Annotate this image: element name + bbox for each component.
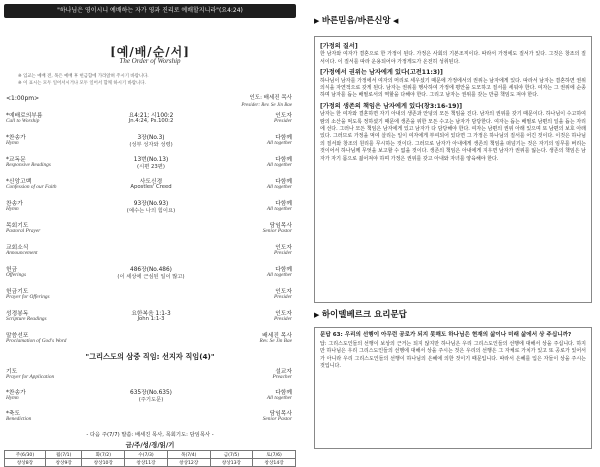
catechism-question: 문답 63: 우리의 선행이 아무런 공로가 되지 못해도 하나님은 현재의 삶이나 미래 삶에서 상 주십니까? — [320, 332, 572, 338]
item-title-en: Hymn — [6, 395, 19, 401]
item-title-en: Prayer for Offerings — [6, 294, 50, 300]
item-leader-ko: 인도자 — [275, 311, 292, 317]
item-title-en: Scripture Readings — [6, 316, 47, 322]
item-detail: 635장(No.635) — [130, 390, 172, 396]
worship-title-en: The Order of Worship — [119, 57, 181, 65]
schedule-reading-cell: 창상14장 — [253, 459, 296, 467]
section2-label: 하이델베르크 요리문답 — [321, 310, 407, 320]
order-item — [6, 387, 292, 409]
item-detail: 13번(No.13) — [133, 157, 169, 163]
schedule-day-cell: 수(7/3) — [125, 451, 168, 459]
schedule-reading-cell: 창상11장 — [125, 459, 168, 467]
item-leader-en: Rev. Se Jin Bae — [259, 338, 292, 344]
item-detail-sub: (주기도문) — [138, 397, 164, 403]
schedule-day-cell: 토(7/6) — [253, 451, 296, 459]
item-detail-sub: John 1:1-3 — [137, 316, 165, 322]
item-leader-ko: 담임목사 — [269, 411, 292, 417]
article-paragraph-order: 한 남자와 여자가 결혼으로 한 가정이 된다. 가정은 사회의 기본조직이다. 따라서 가정에도 질서가 있다. 그것은 창조의 질서이다. 이 질서를 따라 운용되어야 가정게도가 온전히 성취된다. — [320, 51, 586, 65]
order-item — [6, 286, 292, 308]
order-item — [6, 408, 292, 430]
item-detail: 요한복음 1:1-3 — [131, 311, 171, 317]
item-leader-en: All together — [266, 206, 292, 212]
section-heading-right-faith — [314, 14, 398, 26]
item-title-ko: 찬송가 — [6, 201, 23, 207]
item-leader-ko: 배세진 목사 — [262, 333, 292, 339]
item-title-ko: *예배로의부름 — [6, 113, 43, 119]
item-leader-en: Presider — [273, 250, 292, 256]
item-leader-ko: 다함께 — [275, 201, 292, 207]
article-heading-authority: [가정에서 권위는 남자에게 있다(고전11:3)] — [320, 69, 443, 77]
item-leader-en: Presider — [273, 294, 292, 300]
item-title-ko: 헌금 — [6, 267, 18, 273]
notice-line-1: ※ 입교는 예배 전, 목은 예배 후 헌금함에 가라앉혀 주시기 바랍니다. — [18, 74, 149, 79]
section1-label: 바른믿음/바른신앙 — [321, 16, 391, 26]
item-detail: 93장(No.93) — [133, 201, 169, 207]
item-leader-ko: 인도자 — [275, 289, 292, 295]
order-item — [6, 308, 292, 330]
item-title-en: Announcement — [6, 250, 38, 256]
schedule-reading-cell: 창상12장 — [167, 459, 210, 467]
article-paragraph-survival: 남자는 한 여자와 결혼하면 자기 아내의 생존과 안녕의 모든 책임을 진다. 남자의 권위를 갖기 때문이다. 하나님이 수고하여 땀의 소산을 먹도록 정하셨기 때문에 생존을 위한 모든 수고는 남자가 담당한다. 여자는 돕는 배필로 남편의 일을 돕는 자리에 선다. 그러나 모든 책임은 남자에게 있고 남자가 다 담당해야 한다. 여자는 남편의 권위 아래 있으며 또 남편의 보호 아래 있다. 그러므로 가정을 먹여 살리는 일이 여자에게 부여되어 있다면 그 가정은 하나님의 질서를 어긴 것이다. 이것은 하나님의 질서와 창조의 원리를 무시하는 것이다. 그러므로 남자가 아내에게 생존의 책임을 떠넘기는 것은 자기의 임무를 버리는 것이어서 하나님께 무엇을 보고할 수 없을 것이다. 생존의 책임은 아내에게 지우면 남자가 권위를 잃는다. 생존의 책임은 남자가 자기 몸으로 짊어져야 하며 가정은 권위를 갖고 아내와 자녀를 양육해야 한다. — [320, 111, 586, 162]
schedule-readings-row — [5, 459, 296, 467]
order-item — [6, 242, 292, 264]
schedule-day-cell: 목(7/4) — [167, 451, 210, 459]
schedule-reading-cell: 창상9장 — [45, 459, 82, 467]
service-time: <1:00pm> — [6, 95, 40, 102]
articles-column — [304, 0, 600, 464]
order-item — [6, 176, 292, 198]
section-heading-heidelberg — [314, 308, 407, 320]
presider-ko: 인도: 배세진 목사 — [249, 95, 292, 101]
item-title-ko: *찬송가 — [6, 390, 26, 396]
schedule-reading-cell: 창상13장 — [210, 459, 253, 467]
article-heading-order: [가정의 질서] — [320, 43, 358, 50]
worship-notices — [18, 73, 286, 87]
item-leader-en: All together — [266, 395, 292, 401]
order-item — [6, 330, 292, 352]
schedule-reading-cell: 창상8장 — [5, 459, 46, 467]
schedule-day-cell: 주(6/30) — [5, 451, 46, 459]
catechism-box — [314, 327, 592, 449]
item-title-en: Confession of our Faith — [6, 184, 57, 190]
item-title-en: Call to Worship — [6, 118, 40, 124]
schedule-day-cell: 화(7/2) — [82, 451, 125, 459]
item-leader-ko: 설교자 — [275, 369, 292, 375]
item-title-en: Proclamation of God's Word — [6, 338, 67, 344]
triangle-right-icon: ▶ — [314, 17, 322, 25]
order-item — [6, 220, 292, 242]
scripture-banner: "하나님은 영이시니 예배하는 자가 영과 진리로 예배할지니라"(요4:24) — [4, 4, 296, 18]
item-title-ko: 말씀선포 — [6, 333, 29, 339]
sermon-title: "그리스도의 삼중 직임: 선지자 직임(4)" — [85, 352, 215, 361]
order-item — [6, 110, 292, 132]
schedule-table — [4, 450, 296, 467]
item-title-en: Responsive Readings — [6, 162, 51, 168]
item-detail-sub: Jn.4:24, Ps.100:2 — [128, 118, 174, 124]
item-leader-en: All together — [266, 272, 292, 278]
item-leader-ko: 다함께 — [275, 157, 292, 163]
bible-reading-schedule — [4, 440, 296, 467]
item-leader-ko: 다함께 — [275, 135, 292, 141]
item-leader-en: All together — [266, 184, 292, 190]
item-leader-en: Senior Pastor — [262, 228, 292, 234]
catechism-answer: 답: 그리스도인들의 선행이 보상의 근거는 되지 않지만 하나님은 우리 그리스도인들의 선행에 대해서 상을 주십니다. 하지만 하나님은 우리 그리스도인들의 선행에 대해서 상을 주시는 것은 우리의 선행은 그 자체로 가치가 있고 또 공로가 있어서가 아니라 우리 그리스도인들의 선행이 하나님의 은혜에 의한 것이기 때문입니다. 따라서 은혜를 입은 자들이 상을 주시는 것입니다. — [320, 341, 586, 370]
item-title-ko: *찬송가 — [6, 135, 26, 141]
schedule-day-cell: 금(7/5) — [210, 451, 253, 459]
item-leader-en: Presider — [273, 316, 292, 322]
presider-block — [241, 95, 292, 109]
item-title-en: Hymn — [6, 140, 19, 146]
order-item — [6, 154, 292, 176]
item-detail: 요4:21; 시100:2 — [128, 113, 174, 119]
triangle-left-icon: ◀ — [390, 17, 399, 25]
item-leader-en: All together — [266, 162, 292, 168]
order-item — [6, 132, 292, 154]
item-detail: 486장(No.486) — [130, 267, 172, 273]
faith-article-box — [314, 36, 592, 303]
item-title-ko: *신앙고백 — [6, 179, 32, 185]
item-title-ko: 성경봉독 — [6, 311, 29, 317]
schedule-day-cell: 월(7/1) — [45, 451, 82, 459]
item-title-en: Prayer for Application — [6, 374, 55, 380]
notice-line-2: ※ 이 표시는 모두 일어서시거나 모두 일어서 함께 하시기 바랍니다. — [18, 81, 146, 86]
item-leader-ko: 인도자 — [275, 245, 292, 251]
item-leader-ko: 다함께 — [275, 179, 292, 185]
article-heading-survival: [가정의 생존의 책임은 남자에게 있다(창3:16-19)] — [320, 102, 463, 110]
item-leader-en: Preacher — [272, 374, 292, 380]
order-item — [6, 198, 292, 220]
worship-order-column — [0, 0, 300, 464]
item-title-ko: 교회소식 — [6, 245, 29, 251]
item-leader-ko: 인도자 — [275, 113, 292, 119]
item-leader-ko: 다함께 — [275, 267, 292, 273]
schedule-reading-cell: 창상10장 — [82, 459, 125, 467]
item-leader-en: Senior Pastor — [262, 416, 292, 422]
worship-title: [예/배/순/서] — [110, 45, 190, 59]
item-title-ko: 기도 — [6, 369, 18, 375]
item-detail: 사도신경 — [139, 179, 163, 185]
item-leader-ko: 담임목사 — [269, 223, 292, 229]
item-detail: 3장(No.3) — [137, 135, 165, 141]
item-leader-en: All together — [266, 140, 292, 146]
presider-en: Presider: Rev. Se Jin Bae — [241, 103, 292, 108]
item-title-ko: *교독문 — [6, 157, 26, 163]
triangle-right-icon: ▶ — [314, 311, 322, 319]
item-detail-sub: (시편 23편) — [137, 164, 165, 170]
item-detail-sub: (이 세상에 근심된 일이 많고) — [117, 274, 185, 280]
schedule-title: 금/주/성/경/읽/기 — [125, 441, 175, 449]
item-title-en: Offerings — [6, 272, 27, 278]
item-detail-sub: Apostles' Creed — [130, 184, 172, 190]
schedule-days-row — [5, 451, 296, 459]
article-paragraph-authority: 하나님이 남자를 가정에서 여자의 머리로 세우셨기 때문에 가정에서의 권위는 남자에게 있다. 따라서 남자는 결혼하면 권위의식을 자연적으로 갖게 된다. 남자는 권위를 행사하여 가정에 평안을 도모하고 질서를 세워야 한다. 여자는 그 권위에 순종하며 남자를 돕는 배필로서의 역할을 다해야 한다. 그리고 남자는 권위를 갖는 만큼 책임도 져야 한다. — [320, 77, 586, 99]
order-item — [6, 366, 292, 388]
item-leader-ko: 다함께 — [275, 390, 292, 396]
item-title-en: Hymn — [6, 206, 19, 212]
next-week-note: - 다음 주(7/7) 말씀: 배세진 목사, 목회기도: 담임목사 - — [86, 432, 214, 438]
item-leader-en: Presider — [273, 118, 292, 124]
order-item — [6, 264, 292, 286]
item-title-ko: 헌금기도 — [6, 289, 29, 295]
item-title-en: Pastoral Prayer — [6, 228, 41, 234]
item-title-ko: *축도 — [6, 411, 21, 417]
item-title-en: Benediction — [6, 416, 32, 422]
item-detail-sub: (성부 성자와 성령) — [129, 142, 173, 148]
item-title-ko: 목회기도 — [6, 223, 29, 229]
item-detail-sub: (예수는 나의 힘이요) — [126, 208, 176, 214]
